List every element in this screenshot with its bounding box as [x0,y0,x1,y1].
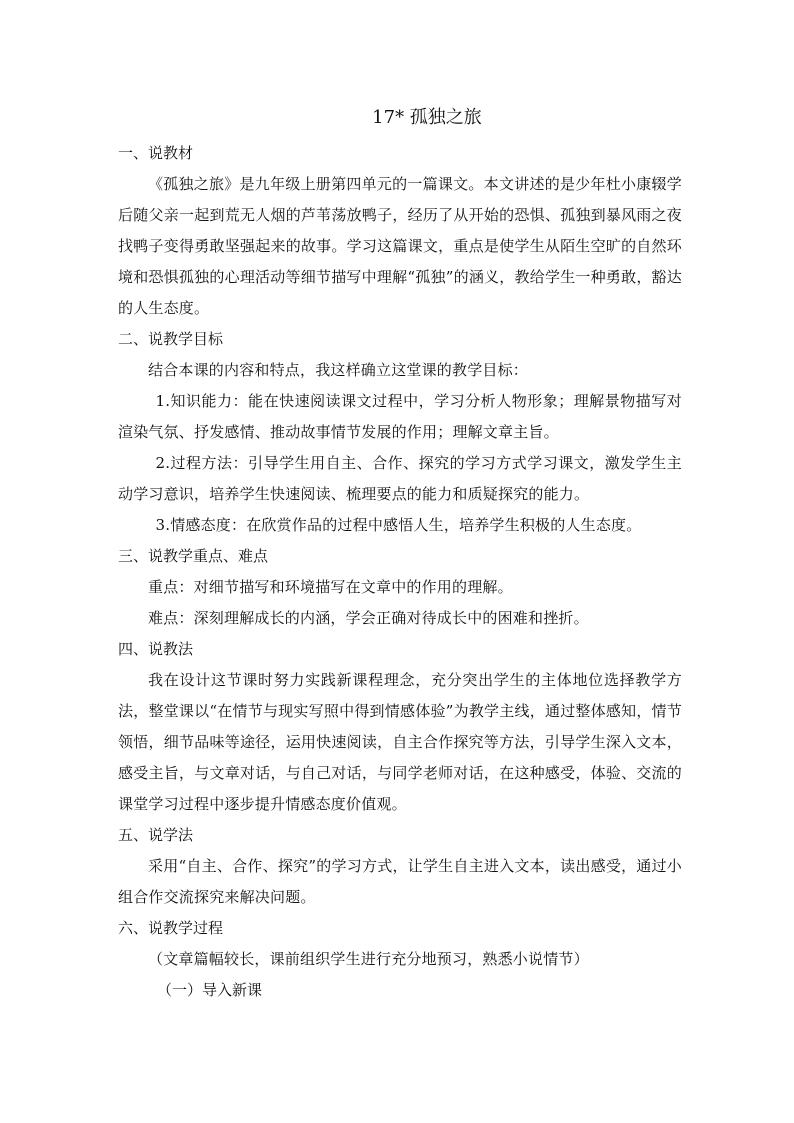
paragraph: 难点：深刻理解成长的内涵，学会正确对待成长中的困难和挫折。 [148,609,589,627]
paragraph: 结合本课的内容和特点，我这样确立这堂课的教学目标： [148,361,529,379]
document-page [118,100,682,1006]
subsection-heading: （一）导入新课 [157,981,263,999]
section-heading-1: 一、说教材 [118,144,194,162]
paragraph: 《孤独之旅》是九年级上册第四单元的一篇课文。本文讲述的是少年杜小康辍学后随父亲一起到荒无人烟的芦苇荡放鸭子，经历了从开始的恐惧、孤独到暴风雨之夜找鸭子变得勇敢坚强起来的故事。学习这篇课文，重点是使学生从陌生空旷的自然环境和恐惧孤独的心理活动等细节描写中理解“孤独”的涵义，教给学生一种勇敢，豁达的人生态度。 [118,175,682,317]
paragraph: 我在设计这节课时努力实践新课程理念，充分突出学生的主体地位选择教学方法，整堂课以“在情节与现实写照中得到情感体验”为教学主线，通过整体感知，情节领悟，细节品味等途径，运用快速阅读，自主合作探究等方法，引导学生深入文本，感受主旨，与文章对话，与自己对话，与同学老师对话，在这种感受，体验、交流的课堂学习过程中逐步提升情感态度价值观。 [118,671,682,813]
section-heading-4: 四、说教法 [118,640,194,658]
section-heading-3: 三、说教学重点、难点 [118,547,269,565]
section-heading-2: 二、说教学目标 [118,330,224,348]
page-title: 17* 孤独之旅 [372,107,482,128]
paragraph: 3.情感态度：在欣赏作品的过程中感悟人生，培养学生积极的人生态度。 [155,516,642,534]
section-heading-6: 六、说教学过程 [118,919,224,937]
section-heading-5: 五、说学法 [118,826,194,844]
paragraph: 1.知识能力：能在快速阅读课文过程中，学习分析人物形象；理解景物描写对渲染气氛、抒发感情、推动故事情节发展的作用；理解文章主旨。 [118,392,682,441]
paragraph: （文章篇幅较长，课前组织学生进行充分地预习，熟悉小说情节） [148,950,589,968]
paragraph: 重点：对细节描写和环境描写在文章中的作用的理解。 [148,578,513,596]
paragraph: 采用“自主、合作、探究”的学习方式，让学生自主进入文本，读出感受，通过小组合作交流探究来解决问题。 [118,857,682,906]
paragraph: 2.过程方法：引导学生用自主、合作、探究的学习方式学习课文，激发学生主动学习意识，培养学生快速阅读、梳理要点的能力和质疑探究的能力。 [118,454,682,503]
